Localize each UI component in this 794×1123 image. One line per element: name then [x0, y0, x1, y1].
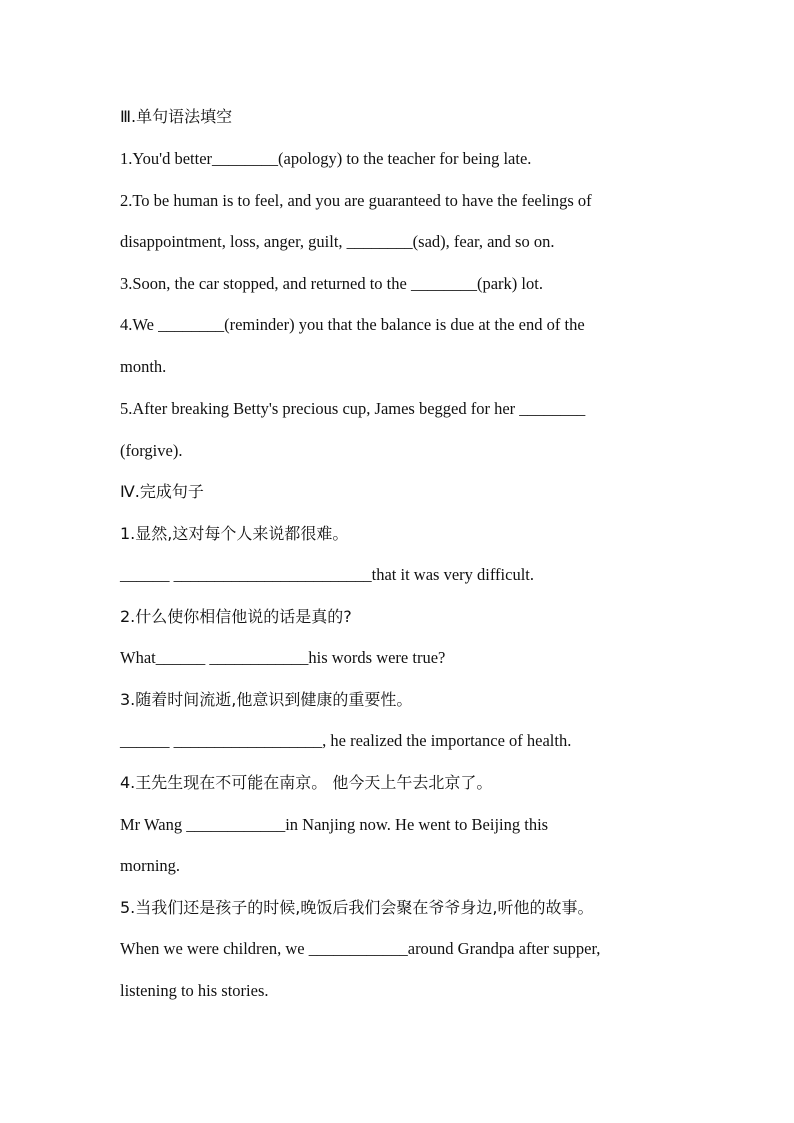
- section-4-item-3-prompt: 3.随着时间流逝,他意识到健康的重要性。: [120, 690, 413, 709]
- section-4-item-2-answer: What______ ____________his words were true?: [120, 648, 446, 667]
- section-4-item-5-answer-line-2: listening to his stories.: [120, 981, 269, 1000]
- section-3-item-4-line-2: month.: [120, 357, 167, 376]
- section-4-heading: Ⅳ.完成句子: [120, 482, 204, 501]
- section-3-item-2-line-2: disappointment, loss, anger, guilt, ________(sad), fear, and so on.: [120, 232, 555, 251]
- section-4-item-4-prompt: 4.王先生现在不可能在南京。 他今天上午去北京了。: [120, 773, 493, 792]
- section-3-item-1: 1.You'd better________(apology) to the teacher for being late.: [120, 149, 532, 168]
- section-3-heading: Ⅲ.单句语法填空: [120, 107, 233, 126]
- section-4-item-1-answer: ______ ________________________that it was very difficult.: [120, 565, 534, 584]
- section-3-item-2-line-1: 2.To be human is to feel, and you are guaranteed to have the feelings of: [120, 191, 592, 210]
- section-3-item-5-line-2: (forgive).: [120, 441, 183, 460]
- section-4-item-4-answer-line-2: morning.: [120, 856, 181, 875]
- section-4-item-5-prompt: 5.当我们还是孩子的时候,晚饭后我们会聚在爷爷身边,听他的故事。: [120, 898, 594, 917]
- section-4-item-4-answer-line-1: Mr Wang ____________in Nanjing now. He went to Beijing this: [120, 815, 549, 834]
- section-3-item-4-line-1: 4.We ________(reminder) you that the balance is due at the end of the: [120, 315, 585, 334]
- section-4-item-3-answer: ______ __________________, he realized the importance of health.: [120, 731, 572, 750]
- section-4-item-1-prompt: 1.显然,这对每个人来说都很难。: [120, 524, 349, 543]
- section-4-item-5-answer-line-1: When we were children, we ____________around Grandpa after supper,: [120, 939, 601, 958]
- section-3-item-5-line-1: 5.After breaking Betty's precious cup, James begged for her ________: [120, 399, 586, 418]
- section-4-item-2-prompt: 2.什么使你相信他说的话是真的?: [120, 607, 352, 626]
- section-3-item-3: 3.Soon, the car stopped, and returned to the ________(park) lot.: [120, 274, 543, 293]
